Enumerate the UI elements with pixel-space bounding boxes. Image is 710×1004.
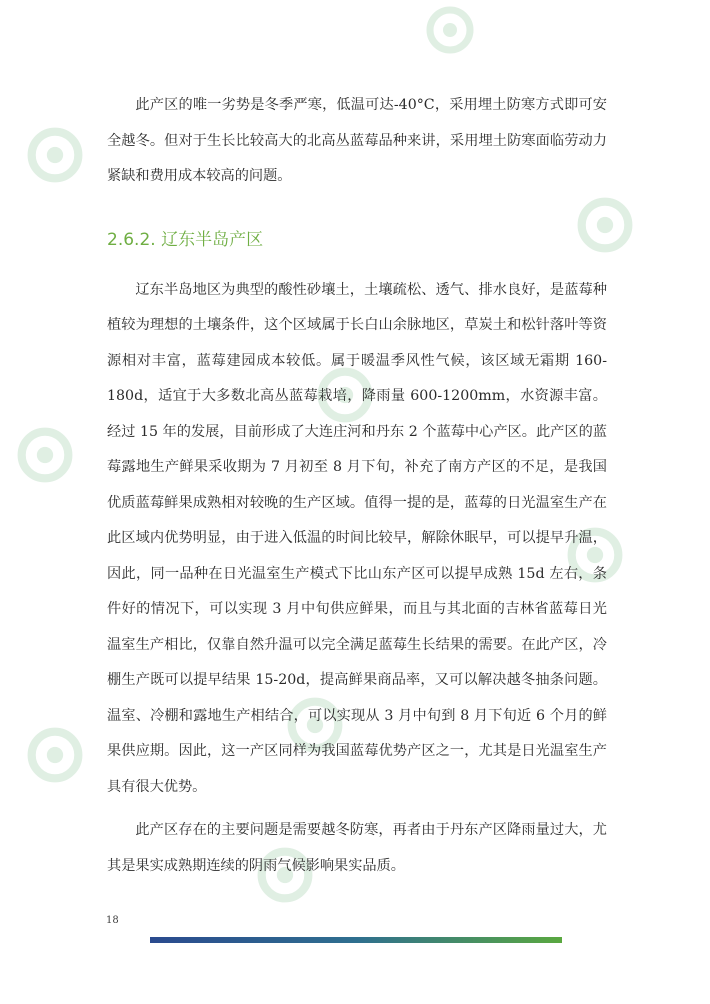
document-body <box>107 88 607 884</box>
paragraph: 辽东半岛地区为典型的酸性砂壤土，土壤疏松、透气、排水良好，是蓝莓种植较为理想的土壤条件，这个区域属于长白山余脉地区，草炭土和松针落叶等资源相对丰富，蓝莓建园成本较低。属于暖温季风性气候，该区域无霜期 160-180d，适宜于大多数北高丛蓝莓栽培，降雨量 600-1200mm，水资源丰富。经过 15 年的发展，目前形成了大连庄河和丹东 2 个蓝莓中心产区。此产区的蓝莓露地生产鲜果采收期为 7 月初至 8 月下旬，补充了南方产区的不足，是我国优质蓝莓鲜果成熟相对较晚的生产区域。值得一提的是，蓝莓的日光温室生产在此区域内优势明显，由于进入低温的时间比较早，解除休眠早，可以提早升温，因此，同一品种在日光温室生产模式下比山东产区可以提早成熟 15d 左右，条件好的情况下，可以实现 3 月中旬供应鲜果，而且与其北面的吉林省蓝莓日光温室生产相比，仅靠自然升温可以完全满足蓝莓生长结果的需要。在此产区，冷棚生产既可以提早结果 15-20d，提高鲜果商品率，又可以解决越冬抽条问题。温室、冷棚和露地生产相结合，可以实现从 3 月中旬到 8 月下旬近 6 个月的鲜果供应期。因此，这一产区同样为我国蓝莓优势产区之一，尤其是日光温室生产具有很大优势。 <box>107 281 607 795</box>
page-number: 18 <box>106 915 119 926</box>
watermark-logo-icon <box>10 420 80 490</box>
watermark-logo-icon <box>20 720 90 790</box>
watermark-logo-icon <box>20 120 90 190</box>
section-heading: 2.6.2. 辽东半岛产区 <box>107 229 264 250</box>
paragraph: 此产区的唯一劣势是冬季严寒，低温可达-40°C，采用埋土防寒方式即可安全越冬。但对于生长比较高大的北高丛蓝莓品种来讲，采用埋土防寒面临劳动力紧缺和费用成本较高的问题。 <box>107 97 607 184</box>
paragraph: 此产区存在的主要问题是需要越冬防寒，再者由于丹东产区降雨量过大，尤其是果实成熟期连续的阴雨气候影响果实品质。 <box>107 822 607 874</box>
footer-gradient-bar <box>150 937 562 943</box>
watermark-logo-icon <box>420 0 480 60</box>
